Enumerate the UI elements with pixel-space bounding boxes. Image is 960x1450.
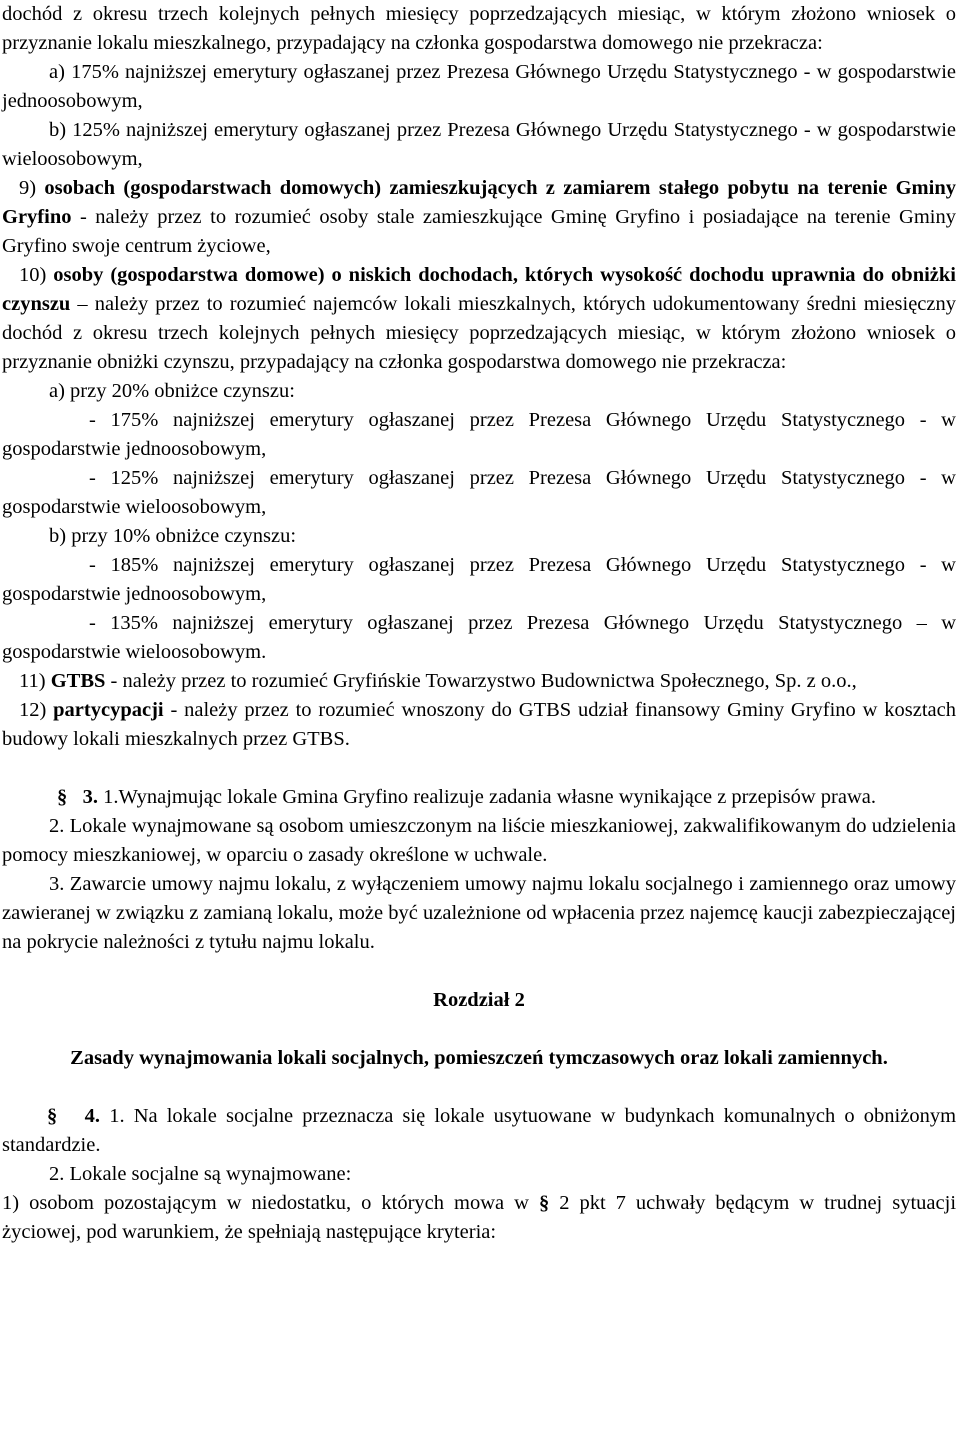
section-4-item-1-text-b: 2 pkt 7 uchwały będącym w trudnej sytuacji życiowej, pod warunkiem, że spełniają następujące kryteria: (2, 1192, 957, 1243)
section-3-point-3: 3. Zawarcie umowy najmu lokalu, z wyłączeniem umowy najmu lokalu socjalnego i zamiennego oraz umowy zawieranej w związku z zamianą lokalu, może być uzależnione od wpłacenia przez najemcę kaucji zabezpieczającej na pokrycie należności z tytułu najmu lokalu. (2, 873, 956, 953)
list-item-1b: b) 125% najniższej emerytury ogłaszanej przez Prezesa Głównego Urzędu Statystycznego - w gospodarstwie wieloosobowym, (2, 119, 956, 170)
definition-12-number: 12) (19, 699, 47, 721)
section-3-point-1-text: 1.Wynajmując lokale Gmina Gryfino realizuje zadania własne wynikające z przepisów prawa. (103, 786, 877, 808)
list-item-10b-1: - 185% najniższej emerytury ogłaszanej przez Prezesa Głównego Urzędu Statystycznego - w gospodarstwie jednoosobowym, (2, 554, 956, 605)
chapter-title: Zasady wynajmowania lokali socjalnych, pomieszczeń tymczasowych oraz lokali zamiennych. (70, 1047, 888, 1069)
section-4-item-1-text-a: 1) osobom pozostającym w niedostatku, o których mowa w (2, 1192, 529, 1214)
section-3-number: 3. (82, 786, 98, 808)
section-mark-ref: § (538, 1192, 550, 1214)
section-4-point-1 (2, 1102, 956, 1160)
definition-11-text: - należy przez to rozumieć Gryfińskie Towarzystwo Budownictwa Społecznego, Sp. z o.o., (110, 670, 857, 692)
definition-9-term: osobach (gospodarstwach domowych) zamieszkujących z zamiarem stałego pobytu na terenie Gminy Gryfino (2, 177, 956, 228)
definition-11 (2, 667, 956, 696)
list-item-10b-2: - 135% najniższej emerytury ogłaszanej przez Prezesa Głównego Urzędu Statystycznego – w gospodarstwie wieloosobowym. (2, 612, 956, 663)
list-item-1a: a) 175% najniższej emerytury ogłaszanej przez Prezesa Głównego Urzędu Statystycznego - w gospodarstwie jednoosobowym, (2, 61, 956, 112)
list-item-10a-2: - 125% najniższej emerytury ogłaszanej przez Prezesa Głównego Urzędu Statystycznego - w gospodarstwie wieloosobowym, (2, 467, 956, 518)
section-4-point-1-text: 1. Na lokale socjalne przeznacza się lokale usytuowane w budynkach komunalnych o obniżonym standardzie. (2, 1105, 957, 1156)
section-4-number: 4. (84, 1105, 101, 1127)
spacer (2, 1073, 956, 1102)
definition-11-term: GTBS (50, 670, 106, 692)
section-mark-4: § (47, 1105, 58, 1127)
list-item-10a: a) przy 20% obniżce czynszu: (49, 380, 295, 402)
definition-10-number: 10) (19, 264, 47, 286)
definition-12-term: partycypacji (53, 699, 164, 721)
section-3-point-1 (2, 783, 956, 812)
section-mark-3: § (57, 786, 68, 808)
list-item-10a-1: - 175% najniższej emerytury ogłaszanej przez Prezesa Głównego Urzędu Statystycznego - w gospodarstwie jednoosobowym, (2, 409, 956, 460)
section-4-point-2-item-1 (2, 1189, 956, 1247)
spacer (2, 754, 956, 783)
definition-10-text: – należy przez to rozumieć najemców lokali mieszkalnych, których udokumentowany średni miesięczny dochód z okresu trzech kolejnych pełnych miesięcy poprzedzających miesiąc, w którym złożono wniosek o przyznanie obniżki czynszu, przypadający na członka gospodarstwa domowego nie przekracza: (2, 293, 956, 373)
spacer (2, 957, 956, 986)
definition-12 (2, 696, 956, 754)
definition-10 (2, 261, 956, 377)
definition-11-number: 11) (19, 670, 46, 692)
chapter-heading: Rozdział 2 (433, 989, 525, 1011)
definition-9-number: 9) (19, 177, 37, 199)
section-3-point-2: 2. Lokale wynajmowane są osobom umieszczonym na liście mieszkaniowej, zakwalifikowanym do udzielenia pomocy mieszkaniowej, w oparciu o zasady określone w uchwale. (2, 815, 956, 866)
definition-10-term: osoby (gospodarstwa domowe) o niskich dochodach, których wysokość dochodu uprawnia do obniżki czynszu (2, 264, 957, 315)
section-4-point-2: 2. Lokale socjalne są wynajmowane: (49, 1163, 352, 1185)
spacer (2, 1015, 956, 1044)
definition-9 (2, 174, 956, 261)
paragraph-income-intro: dochód z okresu trzech kolejnych pełnych miesięcy poprzedzających miesiąc, w którym złożono wniosek o przyznanie lokalu mieszkalnego, przypadający na członka gospodarstwa domowego nie przekracza: (2, 3, 956, 54)
definition-12-text: - należy przez to rozumieć wnoszony do GTBS udział finansowy Gminy Gryfino w kosztach budowy lokali mieszkalnych przez GTBS. (2, 699, 956, 750)
definition-9-text: - należy przez to rozumieć osoby stale zamieszkujące Gminę Gryfino i posiadające na terenie Gminy Gryfino swoje centrum życiowe, (2, 206, 956, 257)
list-item-10b: b) przy 10% obniżce czynszu: (49, 525, 297, 547)
